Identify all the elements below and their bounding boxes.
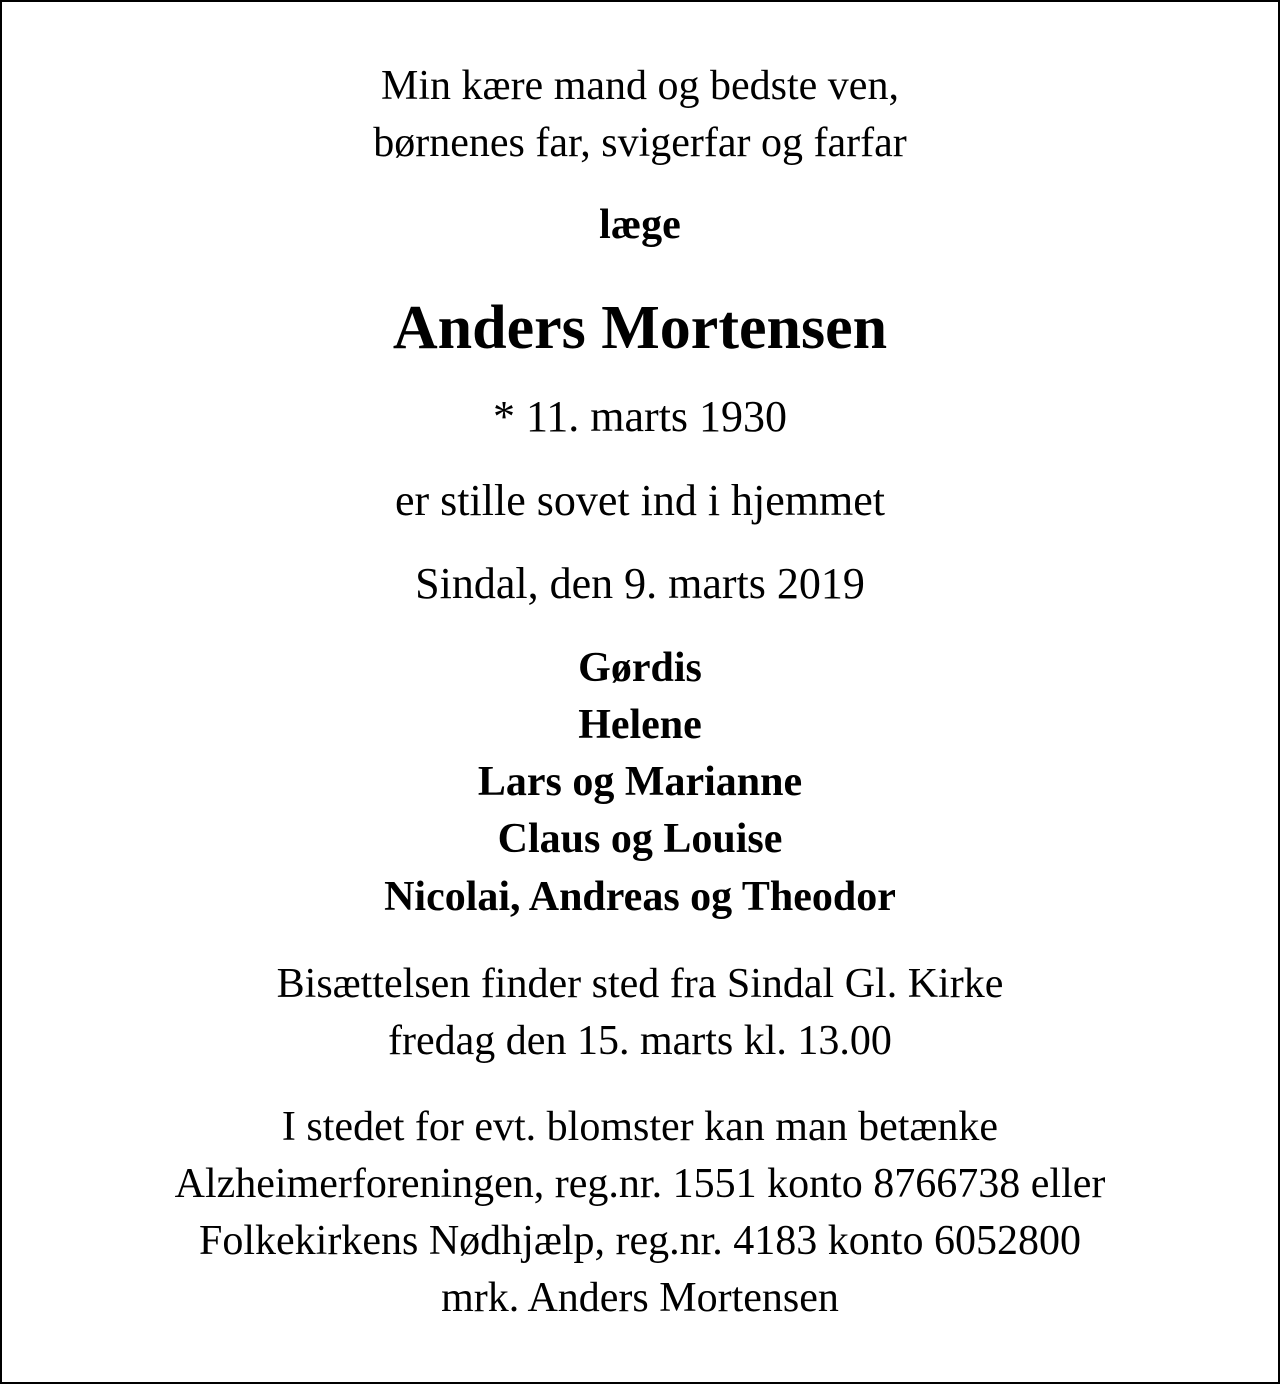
donation-line-1: I stedet for evt. blomster kan man betænke — [281, 1104, 999, 1150]
profession: læge — [599, 202, 681, 248]
donation-line-4: mrk. Anders Mortensen — [441, 1275, 839, 1321]
birth-date: * 11. marts 1930 — [492, 392, 788, 441]
family-member: Helene — [578, 702, 702, 748]
deceased-name: Anders Mortensen — [392, 294, 888, 362]
funeral-line-2: fredag den 15. marts kl. 13.00 — [388, 1018, 892, 1064]
place-and-date: Sindal, den 9. marts 2019 — [415, 559, 865, 608]
intro-line-1: Min kære mand og bedste ven, — [381, 63, 899, 109]
funeral-line-1: Bisættelsen finder sted fra Sindal Gl. Kirke — [276, 961, 1004, 1007]
family-member: Gørdis — [578, 645, 702, 691]
family-member: Nicolai, Andreas og Theodor — [384, 874, 896, 920]
passing-statement: er stille sovet ind i hjemmet — [394, 476, 885, 525]
family-member: Claus og Louise — [497, 816, 783, 862]
intro-line-2: børnenes far, svigerfar og farfar — [373, 120, 907, 166]
donation-line-3: Folkekirkens Nødhjælp, reg.nr. 4183 konto 6052800 — [199, 1218, 1081, 1264]
donation-line-2: Alzheimerforeningen, reg.nr. 1551 konto 8766738 eller — [174, 1161, 1106, 1207]
family-member: Lars og Marianne — [477, 759, 803, 805]
